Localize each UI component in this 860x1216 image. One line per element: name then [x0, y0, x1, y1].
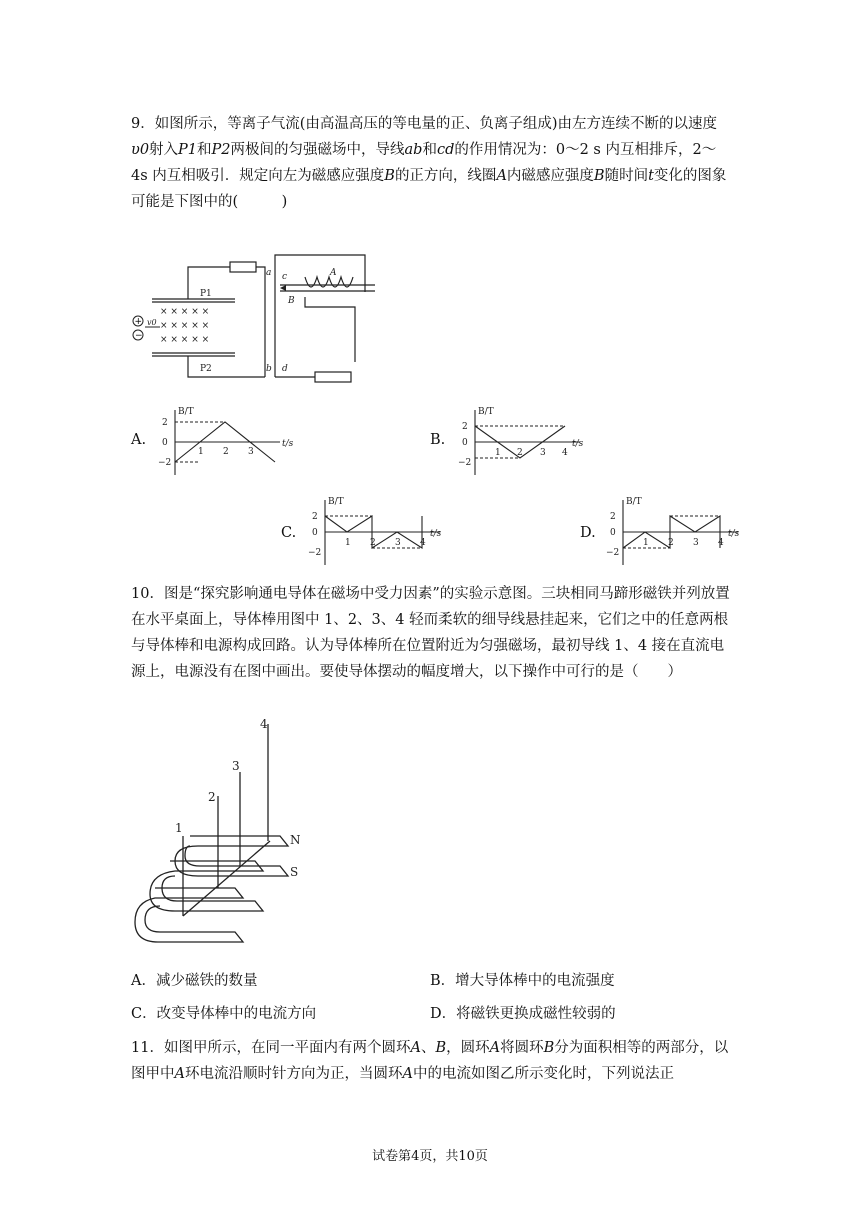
tick-y: −2	[606, 548, 620, 558]
wire-label-1: 1	[175, 821, 183, 835]
tick-y: 2	[610, 512, 616, 522]
label-A: A	[330, 268, 337, 278]
wire-label-2: 2	[208, 790, 216, 804]
tick-y: 2	[312, 512, 318, 522]
option-b-label[interactable]: B.	[430, 432, 446, 448]
q9-circuit-diagram	[130, 247, 380, 387]
svg-text:× × × × ×: × × × × ×	[160, 335, 210, 345]
option-a-graph[interactable]	[150, 405, 300, 480]
tick-y: −2	[158, 458, 172, 468]
tick-y: −2	[458, 458, 472, 468]
tick-x: 1	[495, 448, 501, 458]
svg-text:× × × × ×: × × × × ×	[160, 307, 210, 317]
graph-xlabel: t/s	[728, 529, 740, 539]
pole-s-label: S	[290, 865, 299, 879]
label-B: B	[288, 296, 295, 306]
wire-label-4: 4	[260, 717, 268, 731]
tick-y: 0	[610, 528, 616, 538]
svg-text:+: +	[134, 317, 143, 327]
graph-ylabel: B/T	[178, 407, 194, 417]
tick-y: −2	[308, 548, 322, 558]
label-b: b	[266, 364, 272, 374]
graph-xlabel: t/s	[282, 439, 294, 449]
tick-x: 1	[345, 538, 351, 548]
tick-x: 2	[668, 538, 674, 548]
tick-y: 2	[162, 418, 168, 428]
q10-option-b[interactable]: B．增大导体棒中的电流强度	[430, 973, 615, 989]
tick-y: 0	[462, 438, 468, 448]
tick-y: 0	[312, 528, 318, 538]
tick-x: 1	[198, 447, 204, 457]
label-p2: P2	[200, 364, 212, 374]
pole-n-label: N	[290, 833, 301, 847]
q10-option-c[interactable]: C．改变导体棒中的电流方向	[131, 1006, 317, 1022]
option-b-graph[interactable]	[450, 405, 600, 480]
label-p1: P1	[200, 289, 212, 299]
label-a: a	[266, 268, 272, 278]
q10-option-d[interactable]: D．将磁铁更换成磁性较弱的	[430, 1006, 616, 1022]
graph-xlabel: t/s	[572, 439, 584, 449]
option-a-label[interactable]: A.	[131, 432, 147, 448]
graph-ylabel: B/T	[626, 497, 642, 507]
label-c: c	[282, 272, 288, 282]
tick-x: 4	[420, 538, 426, 548]
tick-y: 0	[162, 438, 168, 448]
graph-xlabel: t/s	[430, 529, 442, 539]
tick-x: 3	[693, 538, 699, 548]
tick-x: 1	[643, 538, 649, 548]
svg-text:−: −	[135, 331, 143, 341]
option-d-label[interactable]: D.	[580, 525, 596, 541]
q10-text: 10．图是“探究影响通电导体在磁场中受力因素”的实验示意图。三块相同马蹄形磁铁并列放置在水平桌面上，导体棒用图中 1、2、3、4 轻而柔软的细导线悬挂起来，它们之中的任意两根与导体棒和电源构成回路。认为导体棒所在位置附近为匀强磁场，最初导线 1、4 接在直流电源上，电源没有在图中画出。要使导体摆动的幅度增大，以下操作中可行的是（ ）	[131, 586, 730, 680]
graph-ylabel: B/T	[478, 407, 494, 417]
label-v0: v0	[147, 318, 157, 327]
label-d: d	[282, 364, 288, 374]
q10-option-a[interactable]: A．减少磁铁的数量	[131, 973, 258, 989]
tick-x: 3	[540, 448, 546, 458]
option-d-graph[interactable]	[598, 495, 758, 570]
tick-y: 2	[462, 422, 468, 432]
tick-x: 2	[223, 447, 229, 457]
page-footer: 试卷第4页，共10页	[372, 1149, 488, 1164]
svg-text:× × × × ×: × × × × ×	[160, 321, 210, 331]
tick-x: 4	[562, 448, 568, 458]
option-c-label[interactable]: C.	[281, 525, 297, 541]
q11-text: 11．如图甲所示，在同一平面内有两个圆环A、B，圆环A将圆环B分为面积相等的两部分，以图甲中A环电流沿顺时针方向为正，当圆环A中的电流如图乙所示变化时，下列说法正	[131, 1040, 729, 1082]
q10-magnet-diagram	[130, 716, 330, 952]
option-c-graph[interactable]	[300, 495, 460, 570]
graph-ylabel: B/T	[328, 497, 344, 507]
wire-label-3: 3	[232, 759, 240, 773]
tick-x: 4	[718, 538, 724, 548]
tick-x: 2	[517, 448, 523, 458]
q9-text: 9．如图所示，等离子气流(由高温高压的等电量的正、负离子组成)由左方连续不断的以速度υ0射入P1和P2两极间的匀强磁场中，导线ab和cd的作用情况为：0～2 s 内互相排斥，2～4s 内互相吸引．规定向左为磁感应强度B的正方向，线圈A内磁感应强度B随时间t变化的图象可能是下图中的( )	[131, 116, 727, 210]
tick-x: 2	[370, 538, 376, 548]
tick-x: 3	[395, 538, 401, 548]
tick-x: 3	[248, 447, 254, 457]
